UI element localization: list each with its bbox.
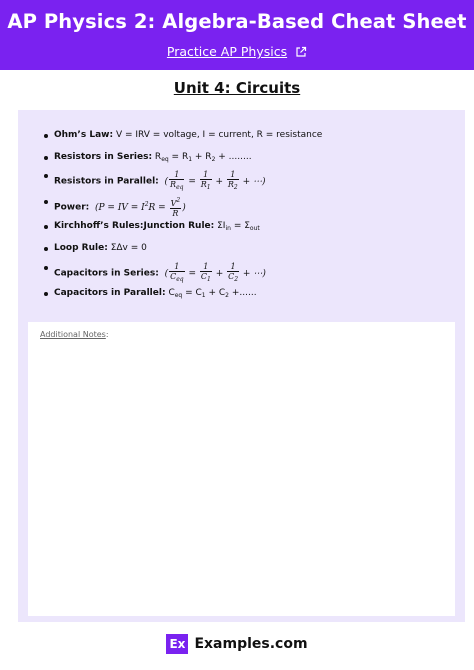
power-label: Power: <box>54 202 90 213</box>
brand-name: Examples.com <box>194 635 308 652</box>
resistors-parallel-formula: ( $\frac{1}{R_{eq}}$ = $\frac{1}{R_1}$ + $\frac{1}{R_2}$ + ⋯) <box>161 170 266 191</box>
loop-rule-text: ΣΔv = 0 <box>110 243 147 253</box>
examples-logo-icon: Ex <box>166 634 188 654</box>
page-title: AP Physics 2: Algebra-Based Cheat Sheet <box>7 10 467 33</box>
resistors-parallel-label: Resistors in Parallel: <box>54 176 159 187</box>
practice-link-label[interactable]: Practice AP Physics <box>166 44 288 59</box>
capacitors-series-label: Capacitors in Series: <box>54 268 159 279</box>
unit-title: Unit 4: Circuits <box>173 79 301 97</box>
formula-panel <box>18 110 465 622</box>
capacitors-series-formula: ( $\frac{1}{C_{eq}}$ = $\frac{1}{C_1}$ + $\frac{1}{C_2}$ + ⋯) <box>161 262 266 283</box>
footer <box>0 633 474 657</box>
ohms-law-item <box>44 130 322 141</box>
additional-notes-label: Additional Notes: <box>40 330 109 339</box>
loop-rule-item <box>44 243 147 254</box>
resistors-series-item <box>44 152 252 165</box>
capacitors-series-item <box>44 262 266 284</box>
capacitors-parallel-formula: $C_{eq} = C_1 + C_2$ +...... <box>168 288 257 299</box>
kirchhoff-item <box>44 221 260 234</box>
capacitors-parallel-item <box>44 288 257 301</box>
ohms-law-label: Ohm’s Law: <box>54 130 114 140</box>
header-banner <box>0 0 474 70</box>
resistors-series-formula: $R_{eq} = R_1 + R_2$ + ........ <box>154 152 252 163</box>
external-link-icon[interactable] <box>295 46 307 61</box>
ohms-law-text: V = IRV = voltage, I = current, R = resistance <box>115 130 323 140</box>
capacitors-parallel-label: Capacitors in Parallel: <box>54 288 166 298</box>
resistors-series-label: Resistors in Series: <box>54 152 153 162</box>
additional-notes-box[interactable] <box>28 322 455 616</box>
kirchhoff-label: Kirchhoff’s Rules:Junction Rule: <box>54 221 215 231</box>
power-formula: (P = IV = $I^2R$ = $\frac{V^2}{R}$ ) <box>95 197 186 218</box>
resistors-parallel-item <box>44 170 266 192</box>
power-item <box>44 196 186 218</box>
kirchhoff-formula: $\Sigma I_{in} = \Sigma_{out}$ <box>217 221 260 232</box>
loop-rule-label: Loop Rule: <box>54 243 108 253</box>
practice-link[interactable] <box>0 44 474 61</box>
